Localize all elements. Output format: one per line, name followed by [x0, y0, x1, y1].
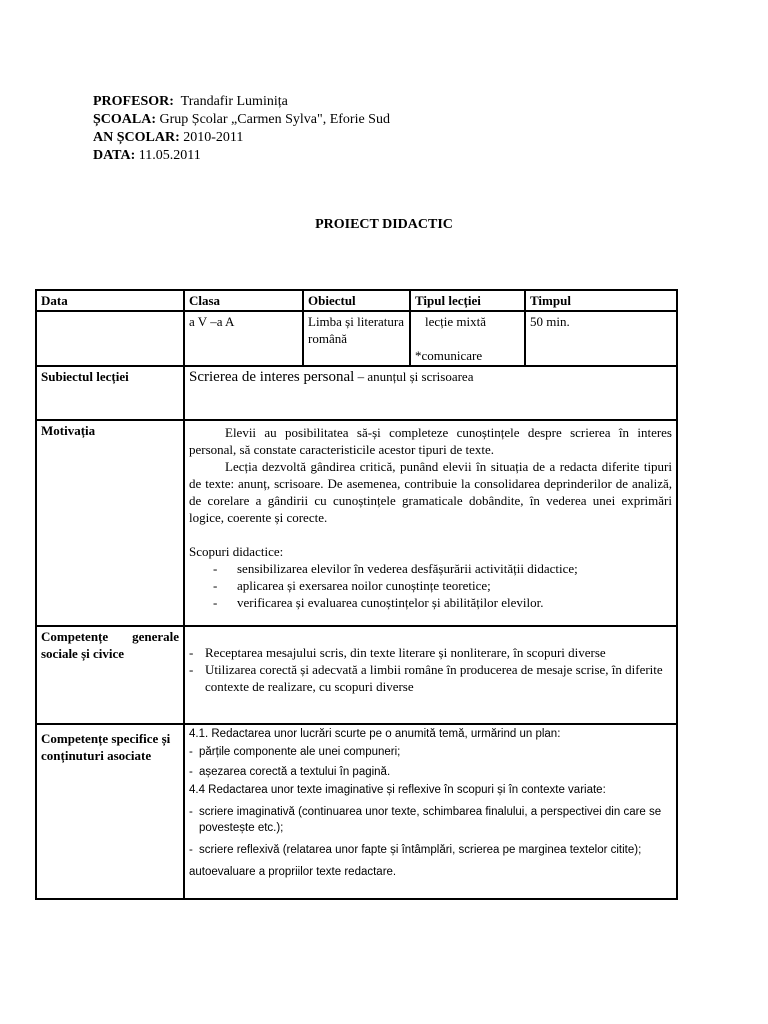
- header-data: Data: [36, 290, 184, 311]
- profesor-line: PROFESOR: Trandafir Luminița: [93, 94, 288, 109]
- list-item: - Utilizarea corectă și adecvată a limbii române în producerea de mesaje scrise, în diferite contexte de realizare, cu scopuri diverse: [189, 662, 663, 694]
- table-header-row: [36, 290, 677, 311]
- competente-specifice-label: Competențe specifice și conținuturi asociate: [36, 724, 184, 899]
- scopuri-list: [189, 560, 672, 611]
- subiect-label: Subiectul lecției: [36, 366, 184, 420]
- cell-timpul: 50 min.: [525, 311, 677, 366]
- motivatia-paragraph-2: Lecția dezvoltă gândirea critică, punând elevii în situația de a redacta diferite tipuri de texte: anunț, scrisoare. De asemenea, contribuie la consolidarea deprinderilor de analiză, de corelare a gândirii cu cunoștințele gramaticale dobândite, în vederea unei exprimări logice, coerente și corecte.: [189, 459, 672, 525]
- an-scolar-line: AN ȘCOLAR: 2010-2011: [93, 130, 244, 145]
- motivatia-paragraph-1: Elevii au posibilitatea să-și completeze cunoștințele despre scrierea în interes personal, să constate caracteristicile acestor tipuri de texte.: [189, 425, 672, 457]
- competente-specifice-content: 4.1. Redactarea unor lucrări scurte pe o anumită temă, urmărind un plan: - părțile componente ale unei compuneri; - așezarea corectă a textului în pagină. 4.4 Redactarea unor texte imaginative și reflexive în scopuri și în contexte variate: - scriere imaginativă (continuarea unor texte, schimbarea finalului, a perspectivei din care se povestește etc.); - scriere reflexivă (relatarea unor fapte și întâmplări, scrierea pe marginea textelor citite); autoevaluare a propriilor texte redactare.: [184, 724, 677, 899]
- motivatia-content: [184, 420, 677, 626]
- motivatia-row: [36, 420, 677, 626]
- document-header: [93, 93, 390, 165]
- competente-generale-row: [36, 626, 677, 724]
- cell-clasa: a V –a A: [184, 311, 303, 366]
- cell-tipul-lectiei: lecție mixtă *comunicare: [410, 311, 525, 366]
- competente-generale-label: Competențe generale sociale și civice: [36, 626, 184, 724]
- list-item: - aplicarea și exersarea noilor cunoștințe teoretice;: [213, 578, 491, 593]
- data-line: DATA: 11.05.2011: [93, 148, 201, 163]
- scoala-line: ȘCOALA: Grup Școlar „Carmen Sylva", Eforie Sud: [93, 112, 390, 127]
- list-item: - verificarea și evaluarea cunoștințelor și abilităților elevilor.: [213, 595, 544, 610]
- list-item: - Receptarea mesajului scris, din texte literare și nonliterare, în scopuri diverse: [189, 645, 606, 660]
- scopuri-label: Scopuri didactice:: [189, 544, 284, 559]
- header-tipul-lectiei: Tipul lecției: [410, 290, 525, 311]
- lesson-table: [35, 289, 678, 900]
- motivatia-label: Motivația: [36, 420, 184, 626]
- subiect-row: [36, 366, 677, 420]
- cell-obiectul: Limba și literatura română: [303, 311, 410, 366]
- header-clasa: Clasa: [184, 290, 303, 311]
- cell-data: [36, 311, 184, 366]
- header-obiectul: Obiectul: [303, 290, 410, 311]
- subiect-value: Scrierea de interes personal – anunțul și scrisoarea: [184, 366, 677, 420]
- header-timpul: Timpul: [525, 290, 677, 311]
- list-item: - sensibilizarea elevilor în vederea desfășurării activității didactice;: [213, 561, 578, 576]
- competente-generale-content: [184, 626, 677, 724]
- document-title: PROIECT DIDACTIC: [315, 217, 453, 232]
- table-row: [36, 311, 677, 366]
- competente-specifice-row: [36, 724, 677, 899]
